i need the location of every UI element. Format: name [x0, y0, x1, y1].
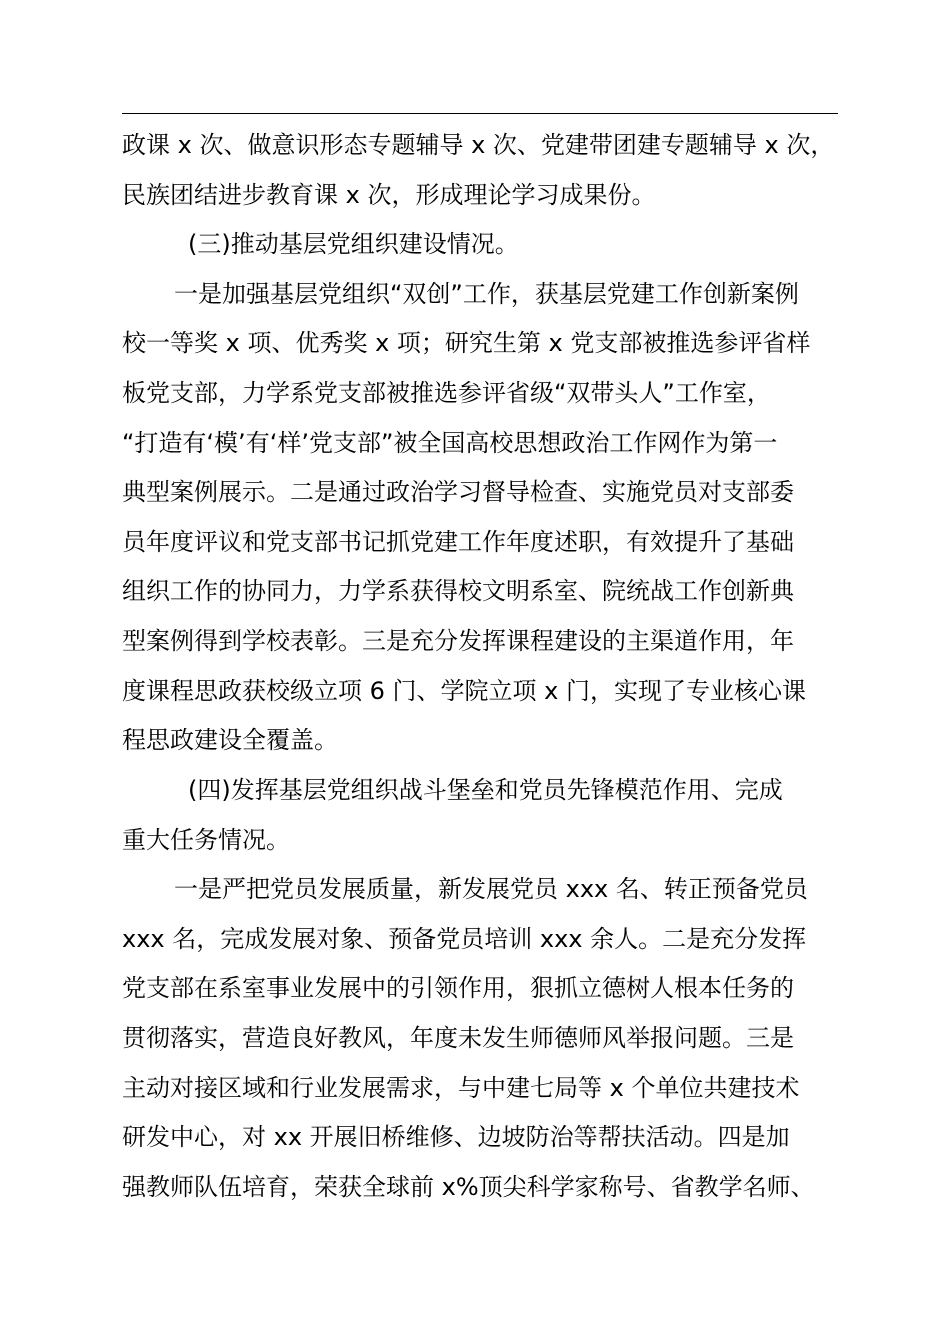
text-line: 典型案例展示。二是通过政治学习督导检查、实施党员对支部委	[122, 478, 794, 506]
text-line: 员年度评议和党支部书记抓党建工作年度述职，有效提升了基础	[122, 528, 794, 556]
section-heading: (三)推动基层党组织建设情况。	[188, 230, 519, 258]
text-line: 民族团结进步教育课 x 次，形成理论学习成果份。	[122, 181, 656, 209]
section-heading-continued: 重大任务情况。	[122, 826, 290, 854]
section-heading: (四)发挥基层党组织战斗堡垒和党员先锋模范作用、完成	[188, 776, 783, 804]
text-line: 一是加强基层党组织“双创”工作，获基层党建工作创新案例	[174, 280, 799, 308]
text-line: 板党支部，力学系党支部被推选参评省级“双带头人”工作室，	[122, 379, 771, 407]
text-line: 组织工作的协同力，力学系获得校文明系室、院统战工作创新典	[122, 577, 794, 605]
text-line: 强教师队伍培育，荣获全球前 x%顶尖科学家称号、省教学名师、	[122, 1173, 815, 1201]
text-line: 校一等奖 x 项、优秀奖 x 项；研究生第 x 党支部被推选参评省样	[122, 329, 811, 357]
text-line: 党支部在系室事业发展中的引领作用，狠抓立德树人根本任务的	[122, 974, 794, 1002]
text-line: 一是严把党员发展质量，新发展党员 xxx 名、转正预备党员	[174, 875, 808, 903]
text-line: 主动对接区域和行业发展需求，与中建七局等 x 个单位共建技术	[122, 1074, 800, 1102]
header-rule	[122, 113, 838, 114]
text-line: 型案例得到学校表彰。三是充分发挥课程建设的主渠道作用，年	[122, 627, 794, 655]
text-line: xxx 名，完成发展对象、预备党员培训 xxx 余人。二是充分发挥	[122, 925, 807, 953]
text-line: 度课程思政获校级立项 6 门、学院立项 x 门，实现了专业核心课	[122, 677, 806, 705]
text-line: 政课 x 次、做意识形态专题辅导 x 次、党建带团建专题辅导 x 次，	[122, 131, 835, 159]
text-line: 研发中心，对 xx 开展旧桥维修、边坡防治等帮扶活动。四是加	[122, 1123, 790, 1151]
text-line: “打造有‘模’有‘样’党支部”被全国高校思想政治工作网作为第一	[122, 429, 778, 457]
text-line: 贯彻落实，营造良好教风，年度未发生师德师风举报问题。三是	[122, 1024, 794, 1052]
text-line: 程思政建设全覆盖。	[122, 726, 338, 754]
